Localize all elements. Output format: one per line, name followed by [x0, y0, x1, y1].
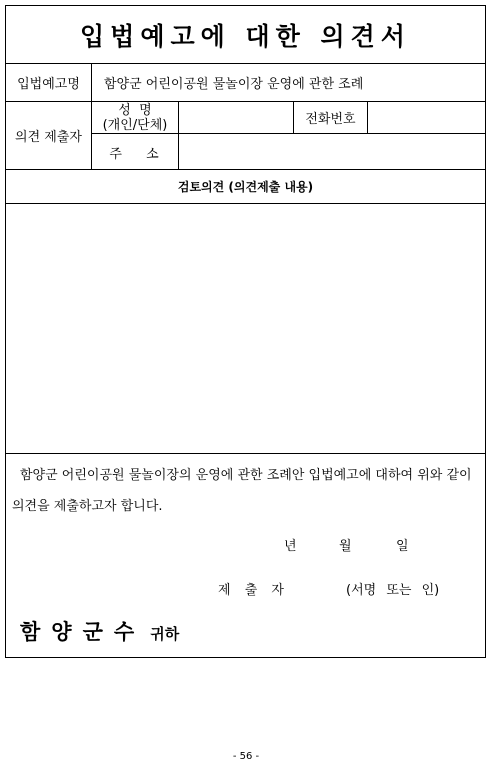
recipient-suffix: 귀하	[150, 625, 180, 643]
phone-field[interactable]	[368, 102, 485, 133]
recipient-name: 함양군수	[20, 619, 146, 644]
review-header: 검토의견 (의견제출 내용)	[6, 170, 485, 204]
law-value: 함양군 어린이공원 물놀이장 운영에 관한 조례	[104, 77, 364, 92]
name-phone-row	[92, 102, 485, 134]
submitter-label: 의견 제출자	[6, 102, 92, 169]
name-field[interactable]	[179, 102, 294, 133]
title-row	[6, 6, 485, 64]
address-row	[92, 134, 485, 170]
submitter-sign-label: 제 출 자	[218, 583, 289, 598]
opinion-content-area[interactable]	[6, 204, 485, 454]
signature-note: (서명 또는 인)	[346, 583, 440, 598]
name-label-line2: (개인/단체)	[102, 117, 168, 133]
declaration-text: 함양군 어린이공원 물놀이장의 운영에 관한 조례안 입법예고에 대하여 위와 같이 의견을 제출하고자 합니다.	[12, 468, 472, 514]
law-row	[6, 64, 485, 102]
law-label: 입법예고명	[6, 64, 92, 101]
phone-label: 전화번호	[294, 102, 368, 133]
recipient	[20, 616, 179, 646]
address-label: 주 소	[92, 134, 179, 170]
declaration-section	[6, 454, 485, 659]
submitter-block	[6, 102, 485, 170]
form-title: 입법예고에 대한 의견서	[80, 21, 411, 51]
name-label-line1: 성 명	[118, 102, 152, 118]
page-number: - 56 -	[232, 751, 260, 762]
name-label	[92, 102, 179, 133]
year-label: 년	[284, 539, 297, 554]
day-label: 일	[396, 539, 409, 554]
opinion-form	[5, 5, 486, 658]
address-field[interactable]	[179, 134, 485, 170]
month-label: 월	[339, 539, 352, 554]
